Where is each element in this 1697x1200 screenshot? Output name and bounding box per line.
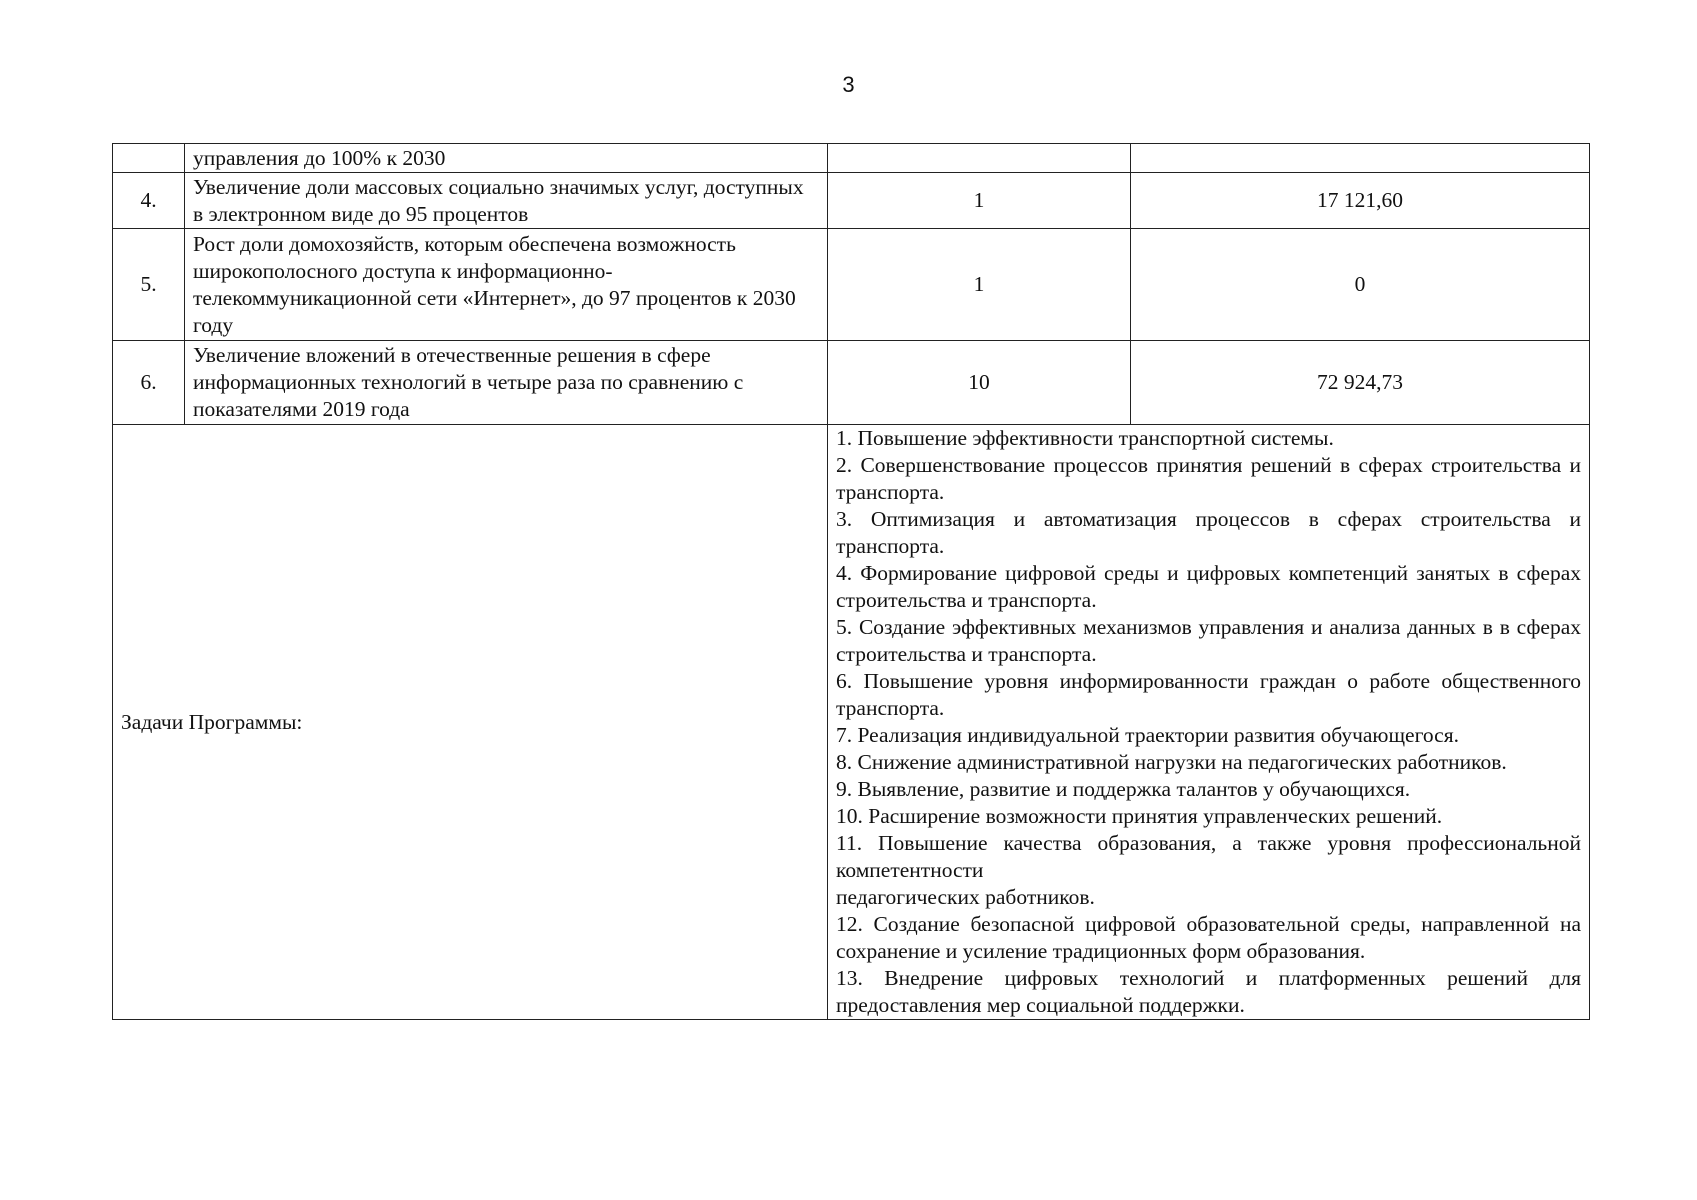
task-item: 6. Повышение уровня информированности граждан о работе общественного транспорта. (836, 669, 1581, 720)
task-item: 8. Снижение административной нагрузки на педагогических работников. (836, 750, 1507, 774)
table-row (113, 341, 1590, 425)
indicator-value-1: 1 (828, 173, 1131, 229)
indicator-text: Увеличение доли массовых социально значимых услуг, доступных в электронном виде до 95 процентов (185, 173, 828, 229)
indicator-value-1 (828, 144, 1131, 173)
task-item: 12. Создание безопасной цифровой образовательной среды, направленной на сохранение и усиление традиционных форм образования. (836, 912, 1581, 963)
task-item: 9. Выявление, развитие и поддержка талантов у обучающихся. (836, 777, 1411, 801)
tasks-label: Задачи Программы: (113, 425, 828, 1020)
task-item: педагогических работников. (836, 885, 1095, 909)
task-item: 1. Повышение эффективности транспортной системы. (836, 426, 1334, 450)
table-row (113, 144, 1590, 173)
row-number: 6. (113, 341, 185, 425)
indicator-value-2: 17 121,60 (1131, 173, 1590, 229)
indicator-value-1: 1 (828, 229, 1131, 341)
tasks-row (113, 425, 1590, 1020)
row-number (113, 144, 185, 173)
indicator-value-2: 72 924,73 (1131, 341, 1590, 425)
page-number: 3 (842, 72, 855, 97)
indicator-text: Рост доли домохозяйств, которым обеспечена возможность широкополосного доступа к информационно-телекоммуникационной сети «Интернет», до 97 процентов к 2030 году (185, 229, 828, 341)
tasks-list (828, 425, 1590, 1020)
indicators-table (112, 143, 1590, 1020)
indicator-text: управления до 100% к 2030 (185, 144, 828, 173)
task-item: 7. Реализация индивидуальной траектории развития обучающегося. (836, 723, 1459, 747)
task-item: 5. Создание эффективных механизмов управления и анализа данных в в сферах строительства и транспорта. (836, 615, 1581, 666)
indicator-value-2 (1131, 144, 1590, 173)
task-item: 3. Оптимизация и автоматизация процессов в сферах строительства и транспорта. (836, 507, 1581, 558)
task-item: 11. Повышение качества образования, а также уровня профессиональной компетентности (836, 831, 1581, 882)
indicator-text: Увеличение вложений в отечественные решения в сфере информационных технологий в четыре раза по сравнению с показателями 2019 года (185, 341, 828, 425)
indicator-value-2: 0 (1131, 229, 1590, 341)
table-row (113, 173, 1590, 229)
table-row (113, 229, 1590, 341)
task-item: 2. Совершенствование процессов принятия решений в сферах строительства и транспорта. (836, 453, 1581, 504)
indicator-value-1: 10 (828, 341, 1131, 425)
task-item: 10. Расширение возможности принятия управленческих решений. (836, 804, 1443, 828)
row-number: 4. (113, 173, 185, 229)
task-item: 13. Внедрение цифровых технологий и платформенных решений для предоставления мер социальной поддержки. (836, 966, 1581, 1017)
row-number: 5. (113, 229, 185, 341)
task-item: 4. Формирование цифровой среды и цифровых компетенций занятых в сферах строительства и транспорта. (836, 561, 1581, 612)
